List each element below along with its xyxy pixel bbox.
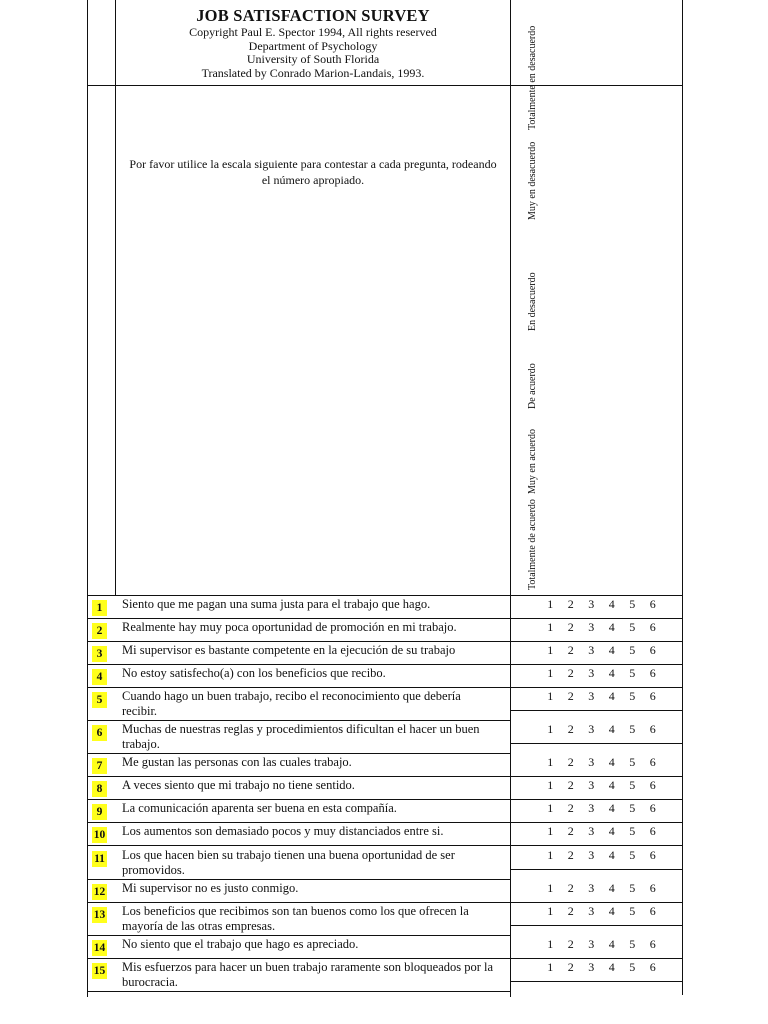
choice-option[interactable]: 4 (608, 755, 615, 769)
question-row (88, 960, 682, 991)
question-row (88, 666, 682, 687)
choice-option[interactable]: 6 (649, 778, 656, 792)
choice-option[interactable]: 5 (629, 722, 636, 736)
row-divider (87, 845, 511, 846)
scale-row-divider (511, 618, 683, 619)
scale-row-divider (511, 641, 683, 642)
choice-group (540, 801, 663, 815)
question-row (88, 620, 682, 641)
choice-option[interactable]: 5 (629, 904, 636, 918)
question-row (88, 778, 682, 799)
choice-option[interactable]: 3 (588, 824, 595, 838)
question-text: Cuando hago un buen trabajo, recibo el reconocimiento que debería recibir. (122, 689, 461, 718)
choice-option[interactable]: 4 (608, 666, 615, 680)
question-text: Realmente hay muy poca oportunidad de promoción en mi trabajo. (122, 620, 457, 634)
choice-option[interactable]: 6 (649, 960, 656, 974)
question-text: Mi supervisor es bastante competente en la ejecución de su trabajo (122, 643, 456, 657)
choice-option[interactable]: 4 (608, 881, 615, 895)
question-number: 10 (93, 829, 106, 841)
choice-option[interactable]: 4 (608, 597, 615, 611)
choice-option[interactable]: 6 (649, 904, 656, 918)
choice-option[interactable]: 1 (547, 848, 554, 862)
choice-option[interactable]: 5 (629, 689, 636, 703)
choice-option[interactable]: 2 (567, 778, 574, 792)
choice-option[interactable]: 2 (567, 755, 574, 769)
scale-header (511, 25, 682, 595)
choice-option[interactable]: 5 (629, 960, 636, 974)
question-row (88, 881, 682, 902)
choice-option[interactable]: 1 (547, 960, 554, 974)
choice-option[interactable]: 3 (588, 960, 595, 974)
translator-line: Translated by Conrado Marion-Landais, 1993. (201, 65, 425, 80)
choice-option[interactable]: 2 (567, 801, 574, 815)
question-number: 12 (93, 886, 106, 898)
row-divider (87, 799, 511, 800)
choice-option[interactable]: 5 (629, 881, 636, 895)
choice-group (540, 620, 663, 634)
scale-label: Totalmente de acuerdo (527, 499, 538, 590)
choice-option[interactable]: 4 (608, 643, 615, 657)
row-divider (87, 902, 511, 903)
choice-group (540, 755, 663, 769)
scale-row-divider (511, 925, 683, 926)
choice-option[interactable]: 1 (547, 666, 554, 680)
choice-option[interactable]: 6 (649, 937, 656, 951)
choice-option[interactable]: 3 (588, 801, 595, 815)
choice-option[interactable]: 3 (588, 597, 595, 611)
scale-row-divider (511, 776, 683, 777)
choice-option[interactable]: 5 (629, 643, 636, 657)
question-text: No siento que el trabajo que hago es apreciado. (122, 937, 359, 951)
question-text: Muchas de nuestras reglas y procedimientos dificultan el hacer un buen trabajo. (122, 722, 480, 751)
question-text: Mi supervisor no es justo conmigo. (122, 881, 299, 895)
question-number: 5 (92, 692, 107, 708)
choice-option[interactable]: 3 (588, 755, 595, 769)
choice-option[interactable]: 4 (608, 620, 615, 634)
scale-label: En desacuerdo (527, 272, 538, 331)
scale-row-divider (511, 710, 683, 711)
scale-row-divider (511, 822, 683, 823)
question-text: Me gustan las personas con las cuales trabajo. (122, 755, 352, 769)
question-number: 9 (92, 804, 107, 820)
question-text: No estoy satisfecho(a) con los beneficios que recibo. (122, 666, 386, 680)
choice-option[interactable]: 3 (588, 848, 595, 862)
choice-group (540, 666, 663, 680)
choice-option[interactable]: 1 (547, 597, 554, 611)
row-divider (87, 879, 511, 880)
department-line: Department of Psychology (248, 38, 378, 53)
choice-group (540, 722, 663, 736)
choice-group (540, 904, 663, 918)
scale-row-divider (511, 664, 683, 665)
choice-option[interactable]: 5 (629, 755, 636, 769)
choice-option[interactable]: 1 (547, 778, 554, 792)
question-text: Los beneficios que recibimos son tan buenos como los que ofrecen la mayoría de las otras empresas. (122, 904, 469, 933)
choice-option[interactable]: 6 (649, 620, 656, 634)
choice-option[interactable]: 1 (547, 643, 554, 657)
question-row (88, 848, 682, 879)
scale-row-divider (511, 845, 683, 846)
question-row (88, 904, 682, 935)
question-row (88, 643, 682, 664)
scale-row-divider (511, 869, 683, 870)
choice-option[interactable]: 5 (629, 937, 636, 951)
choice-group (540, 597, 663, 611)
question-text: Los aumentos son demasiado pocos y muy distanciados entre si. (122, 824, 444, 838)
choice-option[interactable]: 3 (588, 937, 595, 951)
instructions (118, 156, 508, 188)
question-text: La comunicación aparenta ser buena en esta compañía. (122, 801, 397, 815)
survey-title: JOB SATISFACTION SURVEY (196, 6, 430, 25)
choice-option[interactable]: 6 (649, 848, 656, 862)
scale-row-divider (511, 958, 683, 959)
choice-option[interactable]: 5 (629, 666, 636, 680)
question-number: 3 (92, 646, 107, 662)
choice-option[interactable]: 2 (567, 937, 574, 951)
choice-group (540, 848, 663, 862)
choice-option[interactable]: 1 (547, 881, 554, 895)
scale-row-divider (511, 743, 683, 744)
choice-option[interactable]: 5 (629, 824, 636, 838)
choice-option[interactable]: 4 (608, 722, 615, 736)
question-number: 4 (92, 669, 107, 685)
scale-row-divider (511, 981, 683, 982)
scale-row-divider (511, 687, 683, 688)
question-row (88, 722, 682, 753)
choice-option[interactable]: 2 (567, 881, 574, 895)
choice-option[interactable]: 2 (567, 960, 574, 974)
question-number: 7 (92, 758, 107, 774)
choice-group (540, 689, 663, 703)
choice-option[interactable]: 3 (588, 722, 595, 736)
scale-row-divider (511, 902, 683, 903)
question-number: 14 (93, 942, 106, 954)
row-divider (87, 991, 511, 992)
choice-group (540, 937, 663, 951)
choice-option[interactable]: 4 (608, 824, 615, 838)
choice-option[interactable]: 6 (649, 597, 656, 611)
question-text: Siento que me pagan una suma justa para el trabajo que hago. (122, 597, 431, 611)
scale-label: Muy en acuerdo (527, 429, 538, 494)
choice-option[interactable]: 1 (547, 620, 554, 634)
choice-option[interactable]: 3 (588, 643, 595, 657)
question-row (88, 801, 682, 822)
row-divider (87, 776, 511, 777)
question-number: 2 (92, 623, 107, 639)
scale-label: Muy en desacuerdo (527, 141, 538, 220)
choice-option[interactable]: 1 (547, 689, 554, 703)
choice-option[interactable]: 4 (608, 904, 615, 918)
number-column-divider (115, 0, 116, 595)
university-line: University of South Florida (246, 52, 380, 66)
choice-option[interactable]: 1 (547, 937, 554, 951)
question-text: A veces siento que mi trabajo no tiene sentido. (122, 778, 355, 792)
choice-option[interactable]: 3 (588, 904, 595, 918)
instructions-line: el número apropiado. (261, 173, 365, 187)
question-text: Mis esfuerzos para hacer un buen trabajo raramente son bloqueados por la burocracia. (122, 960, 494, 989)
question-text: Los que hacen bien su trabajo tienen una buena oportunidad de ser promovidos. (122, 848, 455, 877)
question-number: 15 (93, 965, 106, 977)
question-row (88, 824, 682, 845)
choice-option[interactable]: 1 (547, 824, 554, 838)
row-divider (87, 753, 511, 754)
copyright-line: Copyright Paul E. Spector 1994, All rights reserved (189, 25, 437, 39)
choice-option[interactable]: 3 (588, 620, 595, 634)
question-row (88, 755, 682, 776)
choice-option[interactable]: 6 (649, 824, 656, 838)
row-divider (87, 687, 511, 688)
choice-group (540, 778, 663, 792)
row-divider (87, 664, 511, 665)
choice-option[interactable]: 6 (649, 689, 656, 703)
choice-option[interactable]: 2 (567, 666, 574, 680)
choice-option[interactable]: 6 (649, 755, 656, 769)
choice-option[interactable]: 4 (608, 848, 615, 862)
row-divider (87, 641, 511, 642)
survey-header (116, 6, 510, 80)
choice-option[interactable]: 5 (629, 778, 636, 792)
choice-option[interactable]: 3 (588, 881, 595, 895)
choice-group (540, 643, 663, 657)
choice-option[interactable]: 5 (629, 801, 636, 815)
row-divider (87, 935, 511, 936)
choice-option[interactable]: 4 (608, 801, 615, 815)
choice-group (540, 824, 663, 838)
choice-option[interactable]: 1 (547, 801, 554, 815)
choice-option[interactable]: 2 (567, 904, 574, 918)
choice-group (540, 960, 663, 974)
scale-label: Totalmente en desacuerdo (527, 25, 538, 130)
question-number: 6 (92, 725, 107, 741)
choice-option[interactable]: 3 (588, 666, 595, 680)
choice-option[interactable]: 4 (608, 937, 615, 951)
choice-option[interactable]: 4 (608, 689, 615, 703)
question-number: 1 (92, 600, 107, 616)
choice-option[interactable]: 1 (547, 755, 554, 769)
choice-option[interactable]: 5 (629, 620, 636, 634)
question-area-top (87, 595, 683, 596)
choice-option[interactable]: 4 (608, 778, 615, 792)
choice-option[interactable]: 6 (649, 643, 656, 657)
row-divider (87, 618, 511, 619)
question-row (88, 937, 682, 958)
choice-option[interactable]: 3 (588, 778, 595, 792)
choice-option[interactable]: 1 (547, 904, 554, 918)
choice-option[interactable]: 2 (567, 722, 574, 736)
question-number: 13 (93, 909, 106, 921)
choice-option[interactable]: 1 (547, 722, 554, 736)
choice-group (540, 881, 663, 895)
choice-option[interactable]: 3 (588, 689, 595, 703)
choice-option[interactable]: 2 (567, 620, 574, 634)
row-divider (87, 822, 511, 823)
choice-option[interactable]: 2 (567, 824, 574, 838)
instructions-line: Por favor utilice la escala siguiente para contestar a cada pregunta, rodeando (129, 157, 497, 171)
question-number: 11 (92, 851, 107, 867)
question-row (88, 689, 682, 720)
row-divider (87, 720, 511, 721)
scale-row-divider (511, 799, 683, 800)
choice-option[interactable]: 2 (567, 848, 574, 862)
choice-option[interactable]: 2 (567, 689, 574, 703)
choice-option[interactable]: 2 (567, 597, 574, 611)
choice-option[interactable]: 2 (567, 643, 574, 657)
row-divider (87, 958, 511, 959)
choice-option[interactable]: 6 (649, 666, 656, 680)
scale-label: De acuerdo (527, 363, 538, 409)
choice-option[interactable]: 5 (629, 597, 636, 611)
question-number: 8 (92, 781, 107, 797)
choice-option[interactable]: 6 (649, 801, 656, 815)
question-row (88, 597, 682, 618)
choice-option[interactable]: 6 (649, 722, 656, 736)
choice-option[interactable]: 6 (649, 881, 656, 895)
choice-option[interactable]: 4 (608, 960, 615, 974)
choice-option[interactable]: 5 (629, 848, 636, 862)
